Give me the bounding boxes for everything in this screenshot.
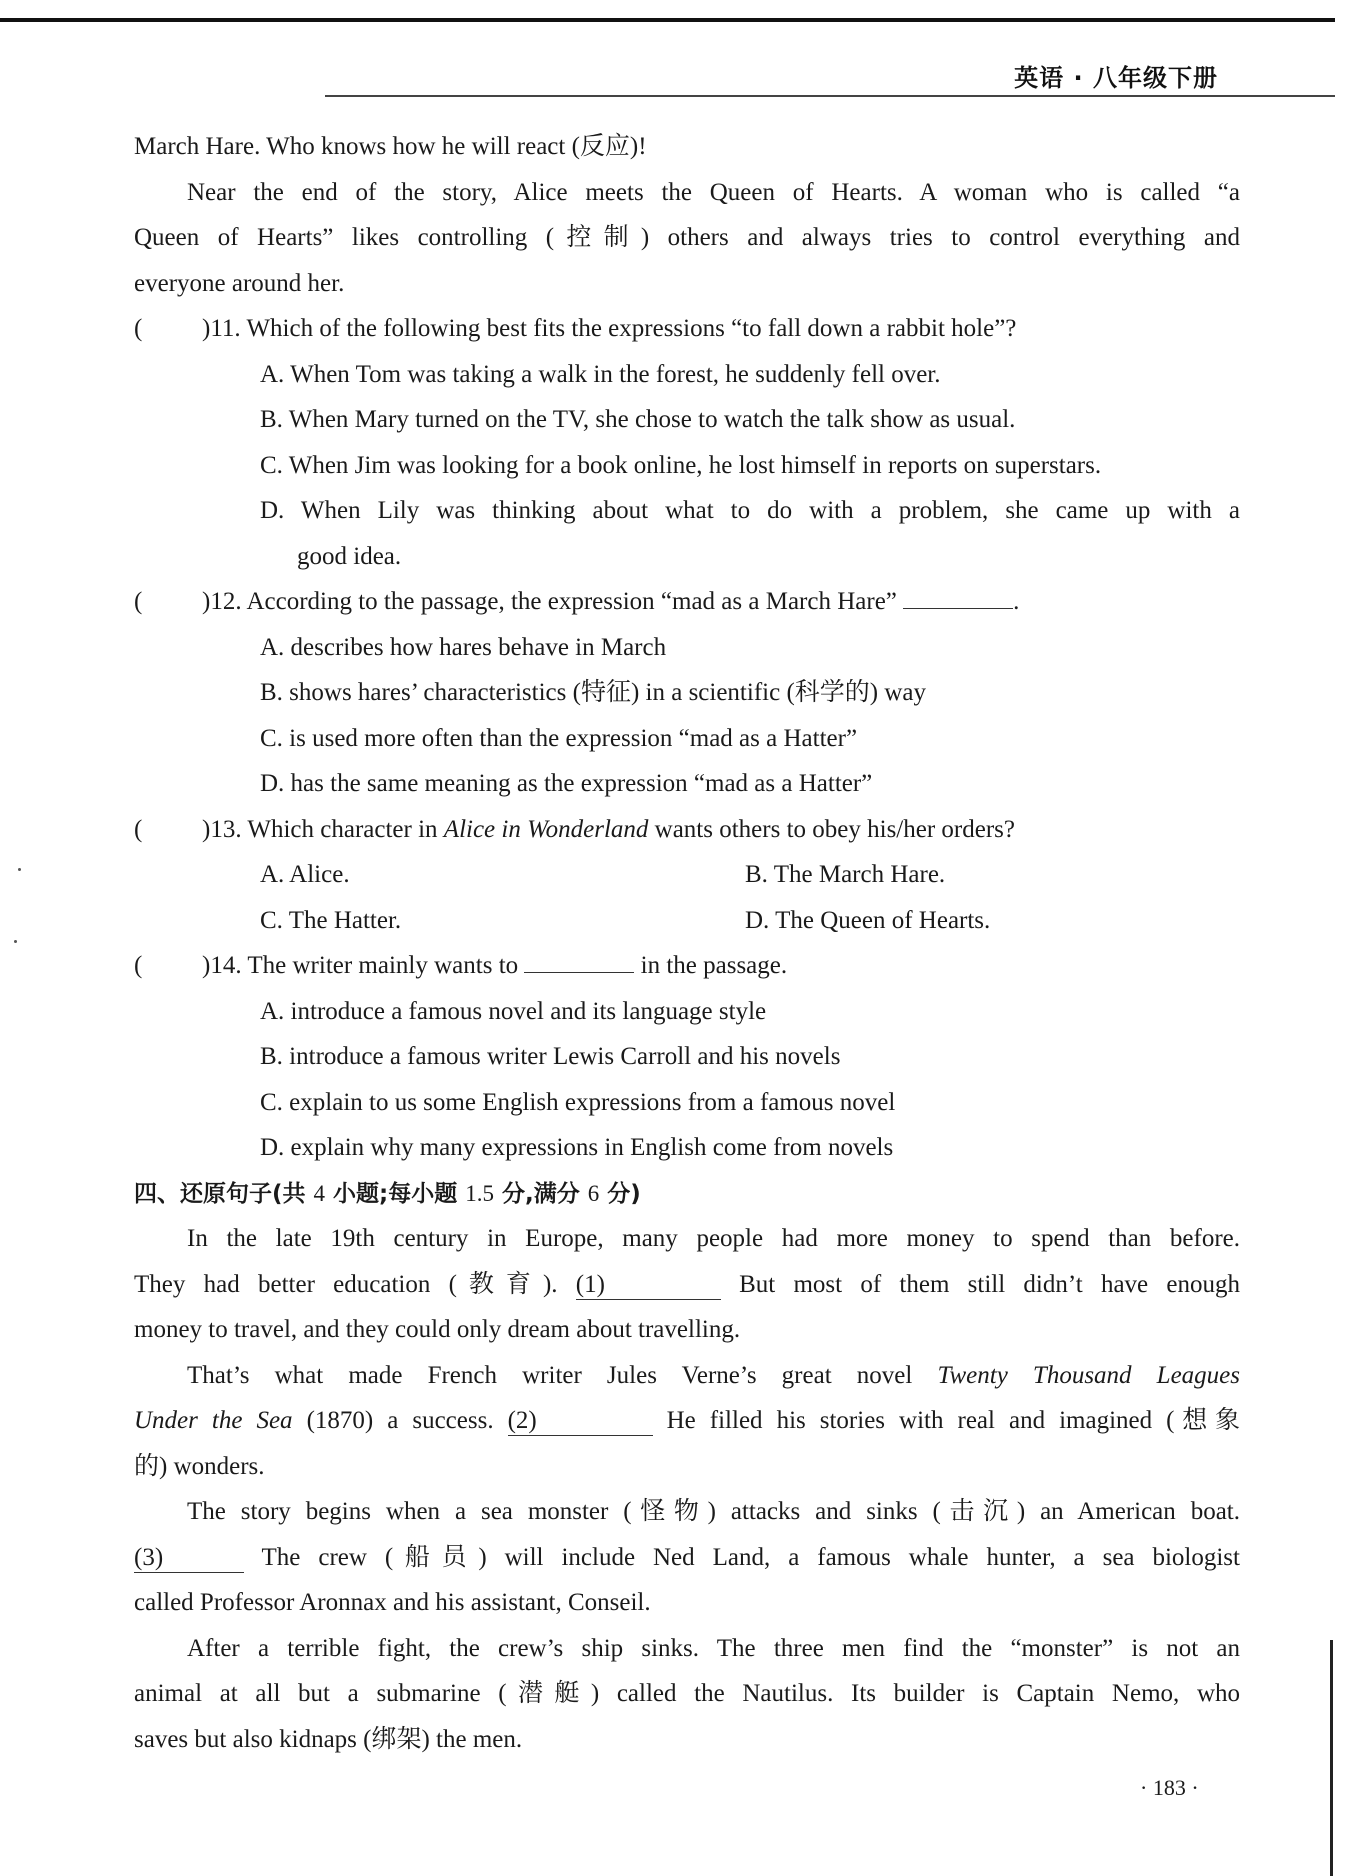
text-line: The story begins when a sea monster (怪物) attacks and sinks (击沉) an American boat. (187, 1498, 1240, 1525)
text-line: called Professor Aronnax and his assistant, Conseil. (134, 1589, 651, 1616)
question-text: wants others to obey his/her orders? (648, 815, 1015, 843)
answer-paren[interactable]: ( (134, 952, 143, 979)
option-a: A. When Tom was taking a walk in the forest, he suddenly fell over. (260, 360, 941, 388)
question-text: in the passage. (640, 952, 788, 979)
answer-blank-2[interactable]: (2) (508, 1407, 653, 1436)
book-title: Twenty Thousand Leagues (937, 1361, 1240, 1389)
option-b: B. shows hares’ characteristics (特征) in a scientific (科学的) way (260, 679, 926, 706)
book-title: Alice in Wonderland (443, 815, 649, 843)
top-rule (0, 18, 1335, 22)
option-d: D. has the same meaning as the expression “mad as a Hatter” (260, 770, 873, 797)
options-row (134, 852, 1240, 898)
question-end: . (1013, 588, 1020, 615)
option-c: C. is used more often than the expression “mad as a Hatter” (260, 724, 858, 752)
answer-paren[interactable]: ( (134, 815, 143, 843)
answer-blank[interactable] (524, 972, 634, 973)
margin-mark (14, 940, 17, 943)
margin-mark (18, 868, 21, 871)
question-text: )13. Which character in (202, 815, 444, 843)
text-line: Near the end of the story, Alice meets the Queen of Hearts. A woman who is called “a (187, 178, 1240, 206)
page-number: · 183 · (1140, 1775, 1199, 1800)
question-text: )11. Which of the following best fits the expressions “to fall down a rabbit hole”? (202, 315, 1017, 342)
option-c: C. When Jim was looking for a book online, he lost himself in reports on superstars. (260, 451, 1102, 479)
text-line: everyone around her. (134, 269, 345, 297)
text-line: They had better education (教育). (1) But most of them still didn’t have enough (134, 1270, 1241, 1298)
text-line: March Hare. Who knows how he will react (反应)! (134, 133, 647, 160)
text-line: money to travel, and they could only dream about travelling. (134, 1316, 741, 1343)
option-b: B. introduce a famous writer Lewis Carroll and his novels (260, 1043, 841, 1070)
option-a: A. describes how hares behave in March (260, 633, 667, 661)
answer-paren[interactable]: ( (134, 588, 143, 615)
question-13-stem (134, 807, 1240, 853)
book-header-title: 英语 · 八年级下册 (1014, 64, 1218, 92)
option-d: D. The Queen of Hearts. (745, 906, 991, 934)
option-d: D. explain why many expressions in English come from novels (260, 1134, 894, 1161)
text-line: In the late 19th century in Europe, many people had more money to spend than before. (187, 1225, 1240, 1252)
text-line: animal at all but a submarine (潜艇) called the Nautilus. Its builder is Captain Nemo, who (134, 1680, 1240, 1707)
book-title: Under the Sea (134, 1407, 293, 1434)
option-c: C. explain to us some English expressions from a famous novel (260, 1088, 896, 1116)
text-line: Queen of Hearts” likes controlling (控制) others and always tries to control everything and (134, 224, 1240, 251)
answer-blank-3[interactable]: (3) (134, 1544, 244, 1573)
question-12-stem (134, 579, 1240, 625)
question-text: )12. According to the passage, the expression “mad as a March Hare” (202, 588, 897, 615)
text-line: Under the Sea (1870) a success. (2) He filled his stories with real and imagined (想象 (134, 1407, 1240, 1434)
option-b: B. The March Hare. (745, 861, 946, 888)
text-line: That’s what made French writer Jules Verne’s great novel Twenty Thousand Leagues (187, 1361, 1240, 1389)
text-line: (3) The crew (船员) will include Ned Land, a famous whale hunter, a sea biologist (134, 1543, 1240, 1571)
page-content (134, 124, 1240, 1762)
answer-blank-1[interactable]: (1) (576, 1271, 721, 1300)
option-d-continued: good idea. (297, 542, 402, 570)
answer-blank[interactable] (903, 608, 1013, 609)
answer-paren[interactable]: ( (134, 315, 143, 342)
option-b: B. When Mary turned on the TV, she chose to watch the talk show as usual. (260, 406, 1016, 433)
option-a: A. Alice. (260, 861, 350, 888)
page-edge (1330, 1640, 1333, 1876)
text-line: saves but also kidnaps (绑架) the men. (134, 1725, 523, 1753)
header-rule (325, 95, 1335, 97)
option-a: A. introduce a famous novel and its language style (260, 997, 767, 1025)
text-line: 的) wonders. (134, 1452, 265, 1480)
section-heading: 四、还原句子(共 4 小题;每小题 1.5 分,满分 6 分) (134, 1180, 641, 1207)
text-line: After a terrible fight, the crew’s ship sinks. The three men find the “monster” is not an (187, 1634, 1240, 1662)
question-text: )14. The writer mainly wants to (202, 952, 519, 979)
options-row (134, 898, 1240, 944)
option-d: D. When Lily was thinking about what to do with a problem, she came up with a (260, 497, 1240, 524)
option-c: C. The Hatter. (260, 906, 402, 934)
question-14-stem (134, 943, 1240, 989)
question-11-stem (134, 306, 1240, 352)
